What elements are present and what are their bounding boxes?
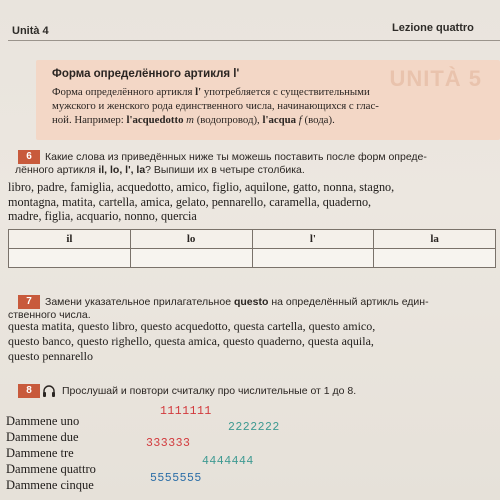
digit-row-3: 333333 <box>146 437 191 450</box>
article-columns-table <box>8 229 496 268</box>
rule-title: Форма определённого артикля l' <box>52 68 240 80</box>
answer-cell-il <box>9 249 131 268</box>
digit-row-4: 4444444 <box>202 455 254 468</box>
grammar-rule-box <box>36 60 500 140</box>
rule-text: Форма определённого артикля l' употребляется с существительными мужского и женского рода единственного числа, начинающихся с глас- ной. Например: l'acquedotto m (водопровод), l'acqua f (вода). <box>52 86 379 126</box>
digit-row-2: 2222222 <box>228 421 280 434</box>
rhyme-line: Dammene due <box>6 430 79 444</box>
header-divider <box>8 40 500 41</box>
exercise-6-number: 6 <box>18 150 40 164</box>
digit-row-1: 1111111 <box>160 405 212 418</box>
rhyme-line: Dammene uno <box>6 414 80 428</box>
watermark: UNITÀ 5 <box>389 66 482 91</box>
exercise-8-number: 8 <box>18 384 40 398</box>
exercise-7-instructions: Замени указательное прилагательное questo на определённый артикль един- ственного числа. <box>8 296 429 321</box>
exercise-6-word-list: libro, padre, famiglia, acquedotto, amico, figlio, aquilone, gatto, nonna, stagno, montagna, matita, cartella, amica, gelato, pennarello, caramella, quaderno, madre, figlia, acquario, nonno, quercia <box>8 180 395 223</box>
digit-row-5: 5555555 <box>150 472 202 485</box>
unit-label: Unità 4 <box>12 25 49 37</box>
answer-cell-l-apostrophe <box>252 249 374 268</box>
headphones-icon <box>42 384 56 398</box>
answer-cell-lo <box>130 249 252 268</box>
column-header-l-apostrophe: l' <box>252 230 374 249</box>
column-header-la: la <box>374 230 496 249</box>
rhyme-line: Dammene quattro <box>6 462 96 476</box>
lesson-label: Lezione quattro <box>392 22 474 34</box>
page-header <box>0 22 500 40</box>
rhyme-line: Dammene cinque <box>6 478 94 492</box>
exercise-7-phrase-list: questa matita, questo libro, questo acquedotto, questa cartella, questo amico, questo banco, questo righello, questa amica, questo quaderno, questa aquila, questo pennarello <box>8 319 376 363</box>
rhyme-line: Dammene tre <box>6 446 74 460</box>
answer-cell-la <box>374 249 496 268</box>
column-header-il: il <box>9 230 131 249</box>
exercise-8-instructions: Прослушай и повтори считалку про числительные от 1 до 8. <box>62 385 357 397</box>
exercise-7-number: 7 <box>18 295 40 309</box>
column-header-lo: lo <box>130 230 252 249</box>
exercise-6-instructions: Какие слова из приведённых ниже ты можешь поставить после форм опреде- лённого артикля il, lo, l', la? Выпиши их в четыре столбика. <box>15 151 427 176</box>
